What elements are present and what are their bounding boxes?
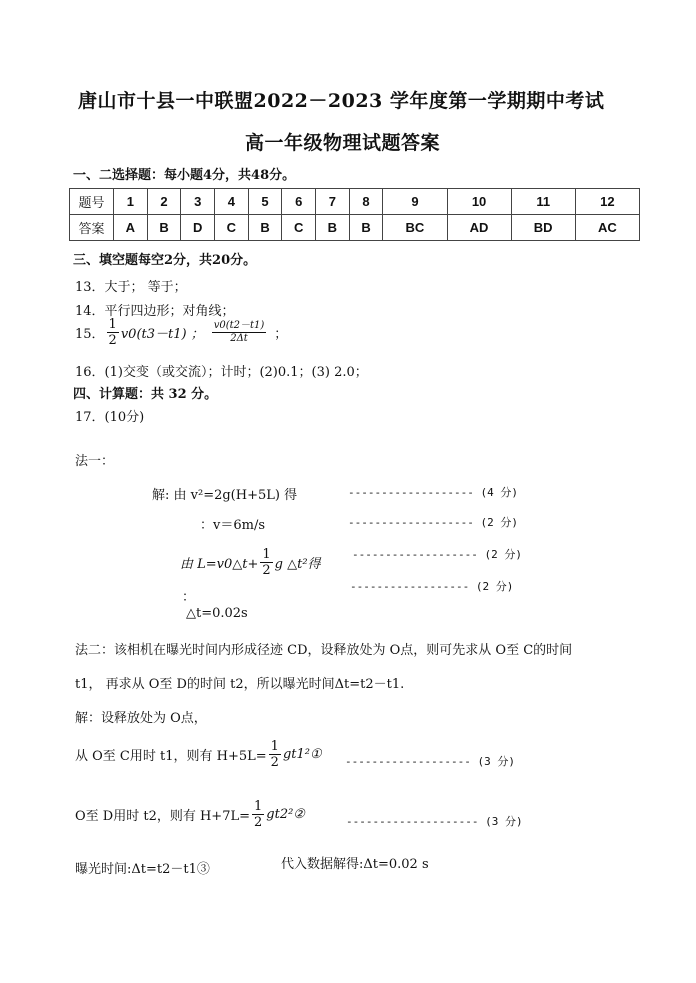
method-two-equation-1 (75, 740, 322, 769)
score-mark: ------------------- (3 分) (345, 755, 515, 768)
table-cell: 1 (114, 189, 148, 215)
document-subtitle: 高一年级物理试题答案 (245, 132, 441, 154)
fraction-denominator: 2 (254, 815, 263, 830)
equation-2-prefix: O至 D用时 t2，则有 H+7L= (75, 809, 250, 824)
fraction-numerator: 1 (270, 739, 279, 754)
fraction-numerator: 1 (262, 547, 271, 562)
table-cell: AC (575, 215, 639, 241)
method-one-step-2: ：v＝6m/s (200, 518, 265, 533)
question-17-label: 17．(10分) (75, 410, 145, 425)
table-cell: 5 (248, 189, 282, 215)
answer-line-14: 14．平行四边形；对角线； (75, 304, 235, 319)
table-cell: AD (447, 215, 511, 241)
table-row (70, 215, 640, 241)
section-heading-calc: 四、计算题：共 32 分。 (73, 387, 218, 402)
table-cell: B (316, 215, 350, 241)
fraction-half (269, 740, 281, 769)
table-cell: B (248, 215, 282, 241)
table-cell: C (282, 215, 316, 241)
fraction-denominator: 2 (270, 755, 279, 770)
table-cell: 12 (575, 189, 639, 215)
table-cell: 6 (282, 189, 316, 215)
fraction-denominator: 2Δt (230, 333, 248, 344)
table-cell: 8 (349, 189, 383, 215)
table-cell: C (215, 215, 249, 241)
exposure-time-equation: 曝光时间:Δt=t2－t1③ (75, 862, 210, 877)
method-two-solution: 解：设释放处为 O点， (75, 711, 207, 726)
equation-2-suffix: gt2²② (266, 807, 305, 822)
section-heading-fill: 三、填空题每空2分，共20分。 (73, 253, 257, 268)
table-cell: 11 (511, 189, 575, 215)
score-mark: ------------------- (2 分) (348, 516, 518, 529)
section-heading-choice: 一、二选择题：每小题4分，共48分。 (73, 168, 296, 183)
table-cell: B (147, 215, 181, 241)
score-mark: ------------------ (2 分) (350, 580, 514, 593)
equation-1-suffix: gt1²① (282, 747, 322, 762)
document-title: 唐山市十县一中联盟2022－2023 学年度第一学期期中考试 (78, 90, 605, 112)
table-cell: BD (511, 215, 575, 241)
table-cell: A (114, 215, 148, 241)
method-two-intro: 法二：该相机在曝光时间内形成径迹 CD，设释放处为 O点，则可先求从 O至 C的时间 (75, 643, 573, 658)
fraction-numerator: v0(t2－t1) (213, 320, 265, 331)
table-cell: D (181, 215, 215, 241)
table-cell: 4 (215, 189, 249, 215)
table-cell: 7 (316, 189, 350, 215)
table-header-cell: 答案 (70, 215, 114, 241)
fraction-half (107, 318, 119, 347)
fraction-velocity (212, 321, 267, 344)
table-cell: 9 (383, 189, 447, 215)
method-two-equation-2 (75, 800, 305, 829)
equation-1-prefix: 从 O至 C用时 t1，则有 H+5L= (75, 749, 267, 764)
method-one-label: 法一： (75, 454, 115, 469)
fraction-half (260, 548, 272, 577)
table-cell: B (349, 215, 383, 241)
fraction-numerator: 1 (254, 799, 263, 814)
table-cell: 10 (447, 189, 511, 215)
table-row (70, 189, 640, 215)
answer-line-15 (75, 318, 287, 347)
score-mark: ------------------- (2 分) (352, 548, 522, 561)
step-3-prefix: 由 L=v0△t+ (180, 557, 259, 572)
table-cell: 3 (181, 189, 215, 215)
fraction-half (252, 800, 264, 829)
method-one-step-1: 解: 由 v²=2g(H+5L) 得 (152, 488, 298, 503)
score-mark: ------------------- (4 分) (348, 486, 518, 499)
answer-line-16: 16．(1)交变（或交流）；计时；(2)0.1；(3) 2.0； (75, 365, 368, 380)
method-one-colon: ： (182, 590, 196, 605)
final-result: 代入数据解得:Δt=0.02 s (281, 857, 429, 872)
fraction-numerator: 1 (108, 317, 117, 332)
method-one-step-3 (180, 548, 321, 577)
answer-line-15-prefix: 15． (75, 327, 105, 342)
answer-15-expression: v0(t3－t1) ； (120, 327, 204, 342)
method-one-result: △t=0.02s (186, 606, 248, 621)
score-mark: -------------------- (3 分) (346, 815, 523, 828)
step-3-suffix: g △t²得 (274, 557, 321, 572)
answer-line-13: 13．大于； 等于； (75, 280, 187, 295)
fraction-denominator: 2 (108, 333, 117, 348)
method-two-intro-cont: t1， 再求从 O至 D的时间 t2，所以曝光时间Δt=t2－t1. (75, 677, 405, 692)
answer-table (69, 188, 640, 241)
table-cell: 2 (147, 189, 181, 215)
table-cell: BC (383, 215, 447, 241)
table-header-cell: 题号 (70, 189, 114, 215)
fraction-denominator: 2 (262, 563, 271, 578)
answer-15-suffix: ； (274, 327, 288, 342)
